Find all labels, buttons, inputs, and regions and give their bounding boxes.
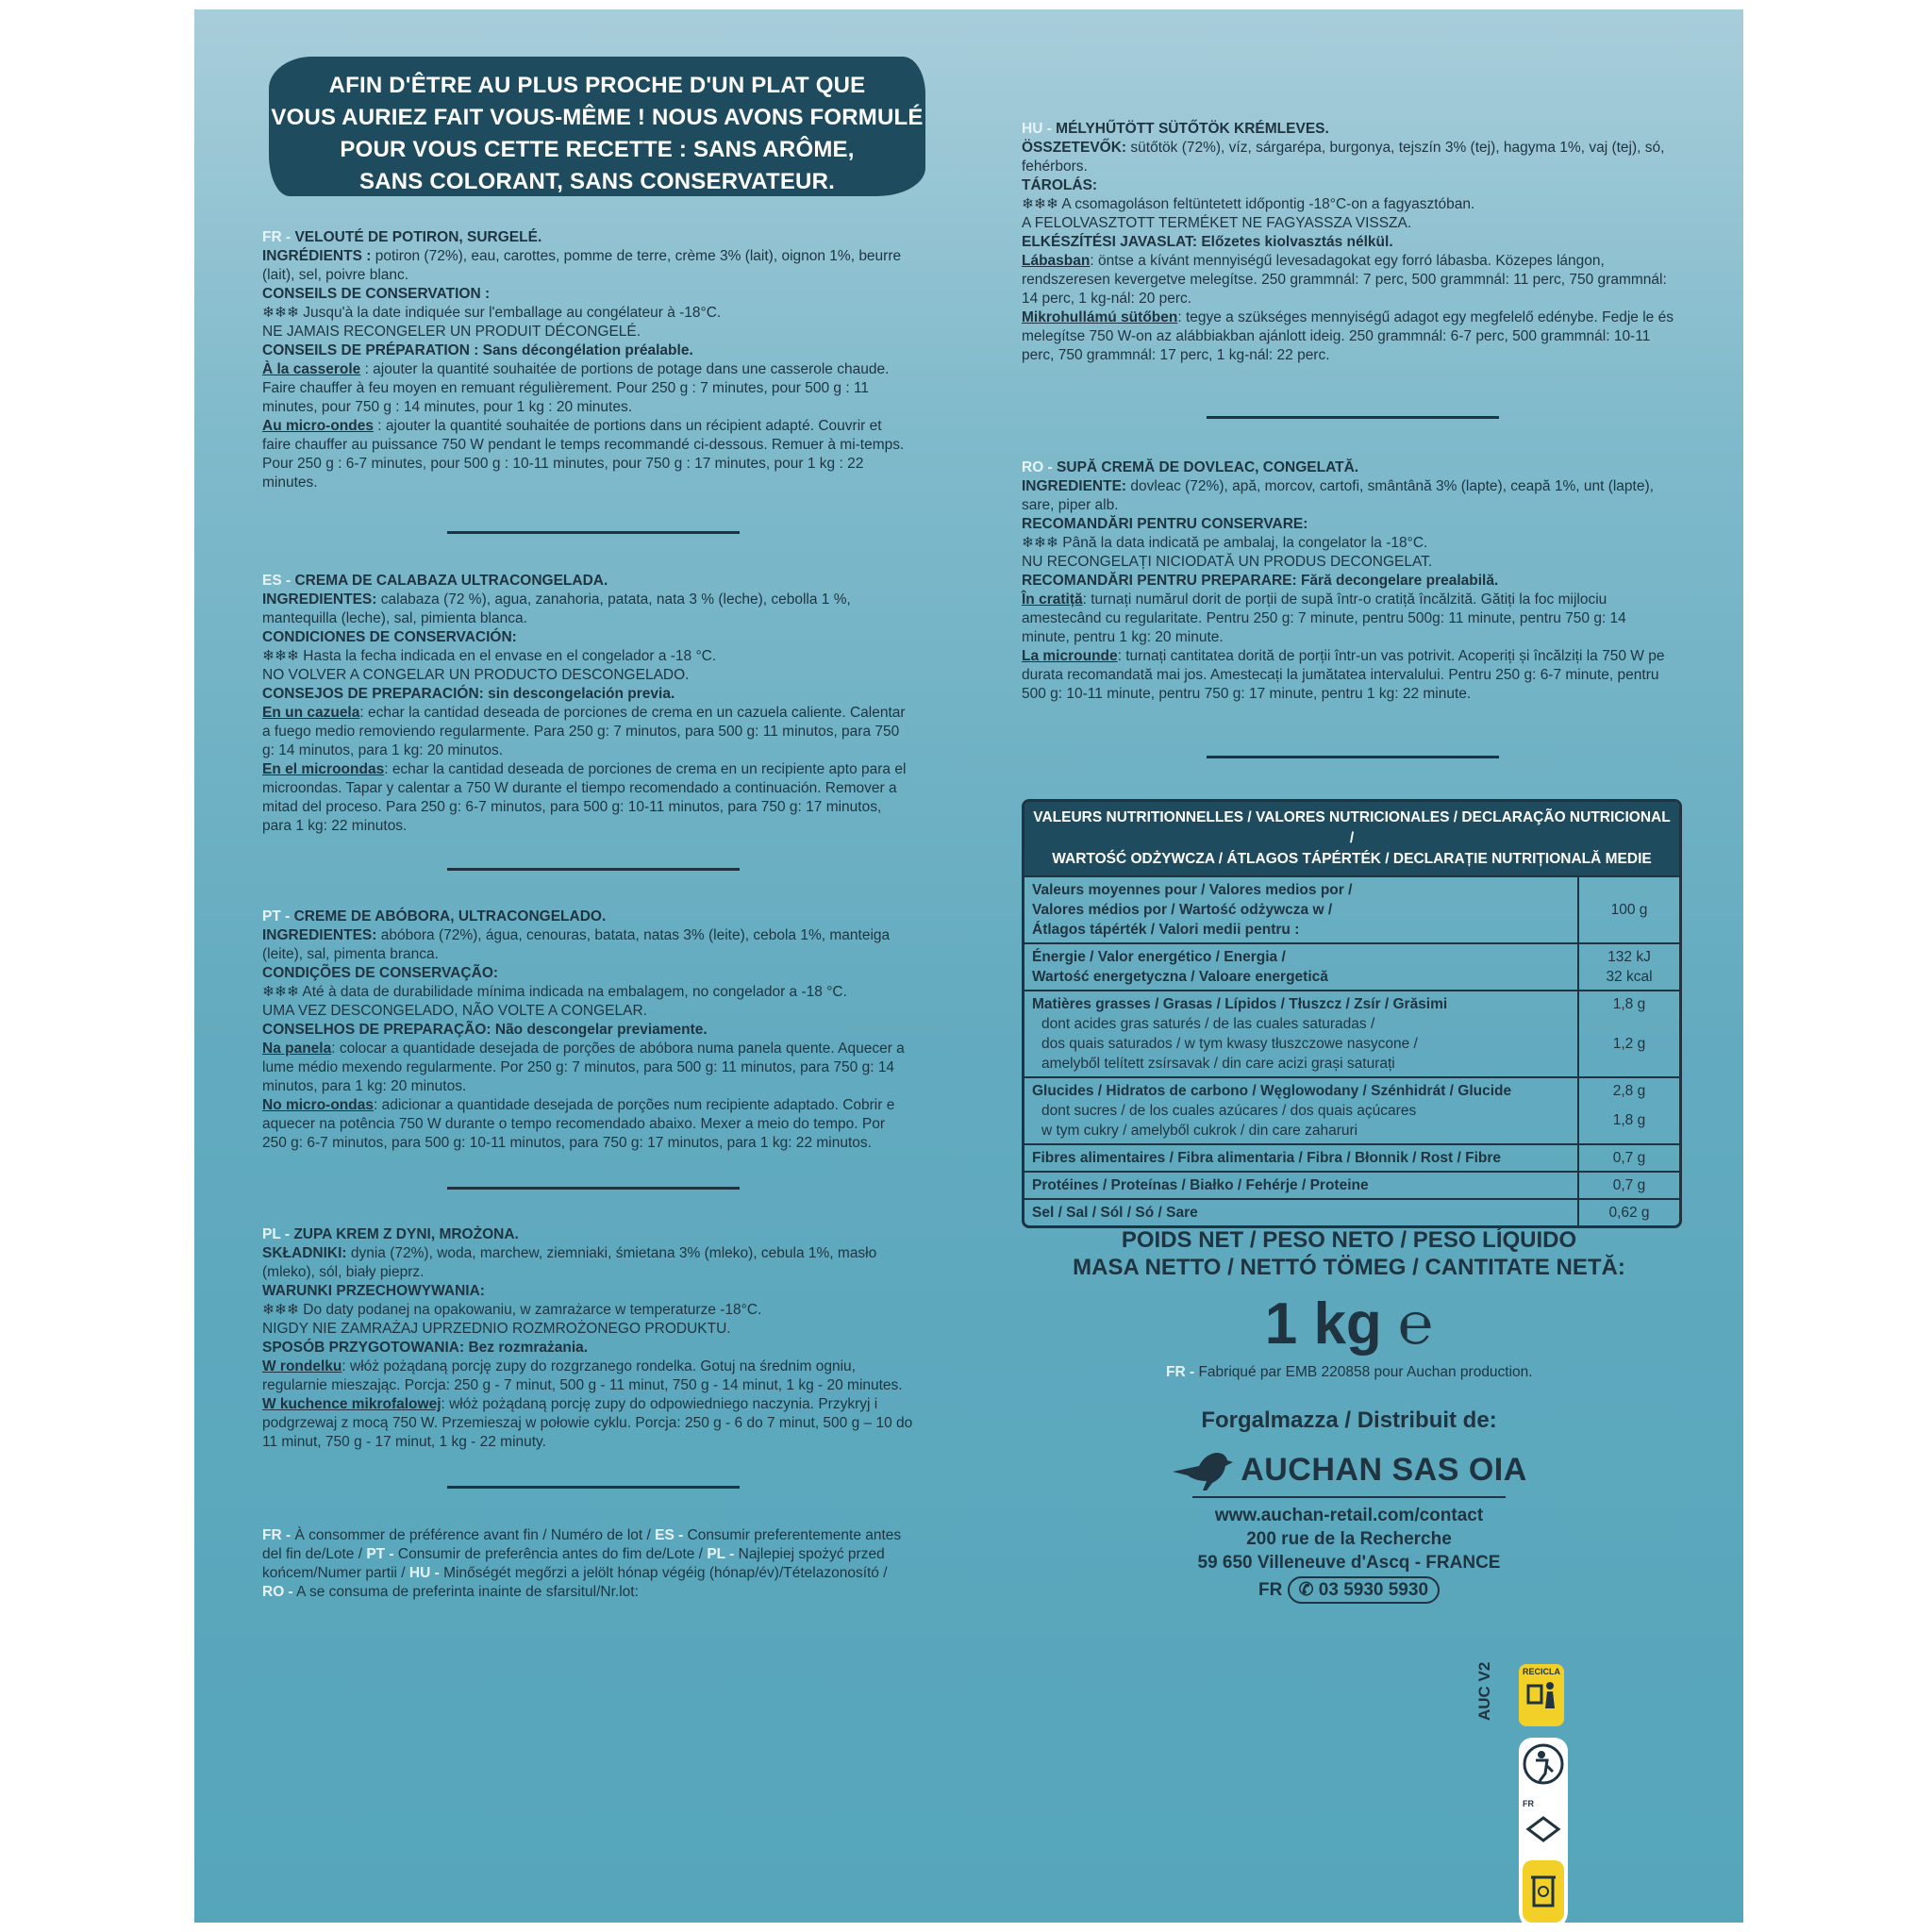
claim-line: AFIN D'ÊTRE AU PLUS PROCHE D'UN PLAT QUE xyxy=(328,73,866,98)
phone-badge xyxy=(1288,1576,1440,1604)
ingredients-text: calabaza (72 %), agua, zanahoria, patata, nata 3 % (leche), cebolla 1 %, mantequilla (leche), sal, pimienta blanca. xyxy=(262,591,851,626)
nutrition-header xyxy=(1024,802,1679,875)
storage-text: ❄❄❄ Hasta la fecha indicada en el envase en el congelador a -18 °C. xyxy=(262,648,717,664)
lang-code: PT - xyxy=(366,1546,394,1562)
distributor-street: 200 rue de la Recherche xyxy=(1246,1529,1452,1549)
label-line: Valeurs moyennes pour / Valores medios por / xyxy=(1032,882,1353,898)
ingredients-text: potiron (72%), eau, carottes, pomme de terre, crème 3% (lait), oignon 1%, beurre (lait), sel, poivre blanc. xyxy=(262,248,902,283)
preparation-label: SPOSÓB PRZYGOTOWANIA: Bez rozmrażania. xyxy=(262,1340,589,1356)
triman-icon xyxy=(1519,1738,1568,1794)
method-text: : turnați numărul dorit de porții de supă într-o cratiță încălzită. Gătiți la foc mijlociu amestecând cu regularitate. Pentru 250 g: 7 minute, pentru 500g: 11 minute, pentru 750 g: 14 minute, pentru 1 kg: 20 minute. xyxy=(1022,591,1626,645)
nutrition-value xyxy=(1579,1173,1679,1198)
claim-line: POUR VOUS CETTE RECETTE : SANS ARÔME, xyxy=(340,137,855,162)
nutrition-row xyxy=(1024,1198,1679,1225)
method-label: No micro-ondas xyxy=(262,1097,374,1113)
net-weight-value xyxy=(1022,1291,1676,1357)
storage-text: ❄❄❄ Do daty podanej na opakowaniu, w zamrażarce w temperaturze -18°C. xyxy=(262,1302,762,1318)
label-line: dos quais saturados / w tym kwasy tłuszczowe nasycone / xyxy=(1041,1036,1418,1052)
ingredients-label: INGRÉDIENTS : xyxy=(262,248,372,264)
preparation-label: CONSELHOS DE PREPARAÇÃO: Não descongelar previamente. xyxy=(262,1022,708,1038)
nutrition-row xyxy=(1024,942,1679,990)
nutrition-value xyxy=(1579,944,1679,990)
nutrition-header-line: VALEURS NUTRITIONNELLES / VALORES NUTRICIONALES / DECLARAÇÃO NUTRICIONAL / xyxy=(1033,809,1671,846)
label-line: Sel / Sal / Sól / Só / Sare xyxy=(1032,1205,1198,1221)
label-line: amelyből telített zsírsavak / din care acizi grași saturați xyxy=(1041,1056,1395,1072)
estimated-sign-icon: ℮ xyxy=(1398,1291,1434,1357)
distributor-city: 59 650 Villeneuve d'Ascq - FRANCE xyxy=(1197,1553,1501,1573)
label-line: dont acides gras saturés / de las cuales saturadas / xyxy=(1041,1016,1375,1032)
method-label: En un cazuela xyxy=(262,705,360,721)
ingredients-text: dynia (72%), woda, marchew, ziemniaki, śmietana 3% (mleko), cebula 1%, masło (mleko), sól, biały pieprz. xyxy=(262,1245,877,1280)
section-title: ZUPA KREM Z DYNI, MROŻONA. xyxy=(293,1226,519,1242)
label-line: Protéines / Proteínas / Białko / Fehérje / Proteine xyxy=(1032,1177,1369,1193)
net-weight-label xyxy=(1022,1226,1676,1281)
storage-warning: NE JAMAIS RECONGELER UN PRODUIT DÉCONGELÉ. xyxy=(262,324,641,340)
storage-warning: UMA VEZ DESCONGELADO, NÃO VOLTE A CONGELAR. xyxy=(262,1003,647,1019)
method-text: : echar la cantidad deseada de porciones de crema en un cazuela caliente. Calentar a fuego medio removiendo regularmente. Para 250 g: 7 minutos, para 500 g: 11 minutos, para 750 g: 14 minutos, para 1 kg: 20 minutos. xyxy=(262,705,906,758)
section-fr xyxy=(262,228,913,492)
label-line: dont sucres / de los cuales azúcares / dos quais açúcares xyxy=(1041,1103,1417,1119)
ingredients-text: dovleac (72%), apă, morcov, cartofi, smântână 3% (lapte), ceapă 1%, unt (lapte), sare, piper alb. xyxy=(1022,478,1654,513)
storage-warning: NO VOLVER A CONGELAR UN PRODUCTO DESCONGELADO. xyxy=(262,667,690,683)
label-line: Valores médios por / Wartość odżywcza w / xyxy=(1032,902,1333,918)
lang-code: FR - xyxy=(262,1527,291,1543)
method-text: : öntse a kívánt mennyiségű levesadagokat egy forró lábasba. Közepes lángon, rendszeresen kevergetve melegítse. 250 grammnál: 7 perc, 500 grammnál: 11 perc, 750 grammnál: 14 perc, 1 kg-nál: 20 perc. xyxy=(1022,253,1667,307)
preparation-label: CONSEILS DE PRÉPARATION : Sans décongélation préalable. xyxy=(262,342,693,358)
storage-text: ❄❄❄ Jusqu'à la date indiquée sur l'emballage au congélateur à -18°C. xyxy=(262,305,722,321)
lang-code: RO - xyxy=(1022,459,1053,475)
lang-code: ES - xyxy=(262,573,291,589)
distributor-title: Forgalmazza / Distribuit de: xyxy=(1201,1407,1497,1433)
section-title: SUPĂ CREMĂ DE DOVLEAC, CONGELATĂ. xyxy=(1057,459,1359,475)
storage-text: ❄❄❄ Até à data de durabilidade mínima indicada na embalagem, no congelador a -18 °C. xyxy=(262,984,847,1000)
value-line: 2,8 g xyxy=(1612,1083,1646,1099)
ingredients-label: INGREDIENTES: xyxy=(262,927,377,943)
lang-code: PL - xyxy=(707,1546,735,1562)
preparation-label: ELKÉSZÍTÉSI JAVASLAT: Előzetes kiolvasztás nélkül. xyxy=(1022,234,1393,250)
divider xyxy=(447,1187,740,1190)
nutrition-label xyxy=(1024,877,1579,942)
value-line: 100 g xyxy=(1610,902,1648,918)
nutrition-value xyxy=(1579,1200,1679,1225)
storage-text: ❄❄❄ A csomagoláson feltüntetett időpontig -18°C-on a fagyasztóban. xyxy=(1022,196,1475,212)
section-pl xyxy=(262,1225,913,1452)
method-label: În cratiță xyxy=(1022,591,1083,608)
label-line: w tym cukry / amelyből cukrok / din care zaharuri xyxy=(1041,1123,1358,1139)
section-title: VELOUTÉ DE POTIRON, SURGELÉ. xyxy=(294,229,542,245)
value-line: 0,62 g xyxy=(1608,1205,1650,1221)
lang-code: FR - xyxy=(262,229,291,245)
phone-country: FR xyxy=(1257,1580,1283,1600)
method-text: : ajouter la quantité souhaitée de portions dans un récipient adapté. Couvrir et faire chauffer au puissance 750 W pendant le temps recommandé ci-dessous. Remuer à mi-temps. Pour 250 g : 6-7 minutes, pour 500 g : 10-11 minutes, pour 750 g : 17 minutes, pour 1 kg : 22 minutes. xyxy=(262,418,905,491)
lang-code: PT - xyxy=(262,908,291,924)
lang-code: ES - xyxy=(655,1527,684,1543)
method-label: Na panela xyxy=(262,1041,332,1057)
nutrition-label xyxy=(1024,944,1579,990)
claim-line: VOUS AURIEZ FAIT VOUS-MÊME ! NOUS AVONS FORMULÉ xyxy=(271,105,924,130)
method-text: : włóż pożądaną porcję zupy do rozgrzanego rondelka. Gotuj na średnim ogniu, regularnie mieszając. Porcja: 250 g - 7 minut, 500 g - 11 minut, 750 g - 14 minut, 1 kg - 20 minutes. xyxy=(262,1358,903,1393)
best-before-info xyxy=(262,1526,913,1602)
manufacturer-info xyxy=(1166,1364,1533,1381)
ingredients-label: INGREDIENTES: xyxy=(262,591,377,608)
distributor-name: AUCHAN SAS OIA xyxy=(1241,1451,1527,1488)
phone-icon: ✆ xyxy=(1298,1580,1314,1600)
label-line: Matières grasses / Grasas / Lípidos / Tłuszcz / Zsír / Grăsimi xyxy=(1032,996,1448,1012)
method-text: : adicionar a quantidade desejada de porções num recipiente adaptado. Cobrir e aquecer na potência 750 W durante o tempo recomendado abaixo. Mexer a meio do tempo. Por 250 g: 6-7 minutos, para 500 g: 10-11 minutos, para 750 g: 17 minutos, para 1 kg: 22 minutos. xyxy=(262,1097,895,1151)
best-before-text: Consumir de preferência antes do fim de/Lote / xyxy=(393,1546,708,1562)
preparation-label: CONSEJOS DE PREPARACIÓN: sin descongelación previa. xyxy=(262,686,675,702)
storage-warning: NU RECONGELAȚI NICIODATĂ UN PRODUS DECONGELAT. xyxy=(1022,554,1433,570)
storage-label: WARUNKI PRZECHOWYWANIA: xyxy=(262,1283,485,1299)
fr-label: FR xyxy=(1523,1799,1534,1808)
method-label: W rondelku xyxy=(262,1358,342,1374)
lang-code: HU - xyxy=(1022,121,1052,137)
storage-label: CONDICIONES DE CONSERVACIÓN: xyxy=(262,629,517,645)
claim-line: SANS COLORANT, SANS CONSERVATEUR. xyxy=(359,169,835,194)
value-line: 0,7 g xyxy=(1612,1177,1646,1193)
nutrition-row xyxy=(1024,990,1679,1076)
method-label: Lábasban xyxy=(1022,253,1091,269)
divider xyxy=(447,1486,740,1489)
value-line: 132 kJ xyxy=(1607,949,1651,965)
lang-code: FR - xyxy=(1166,1364,1195,1380)
net-weight-line: POIDS NET / PESO NETO / PESO LÍQUIDO xyxy=(1121,1227,1577,1253)
recicla-logo xyxy=(1519,1664,1564,1726)
nutrition-label xyxy=(1024,991,1579,1076)
version-code: AUC V2 xyxy=(1475,1661,1493,1721)
nutrition-value xyxy=(1579,1078,1679,1143)
nutrition-row xyxy=(1024,1143,1679,1171)
section-ro xyxy=(1022,458,1676,704)
lang-code: PL - xyxy=(262,1226,290,1242)
nutrition-label xyxy=(1024,1078,1579,1143)
ingredients-label: SKŁADNIKI: xyxy=(262,1245,347,1261)
storage-label: RECOMANDĂRI PENTRU CONSERVARE: xyxy=(1022,516,1308,532)
nutrition-value xyxy=(1579,991,1679,1076)
triman-logo xyxy=(1519,1738,1568,1932)
ingredients-text: sütőtök (72%), víz, sárgarépa, burgonya, tejszín 3% (tej), hagyma 1%, vaj (tej), só, fehérbors. xyxy=(1022,140,1665,175)
claim-banner xyxy=(269,57,925,196)
method-text: : turnați cantitatea dorită de porții într-un vas potrivit. Acoperiți și încălziți la 750 W pe durata recomandată mai jos. Amestecați la jumătatea intervalului. Pentru 250 g: 6-7 minute, pentru 500 g: 10-11 minute, pentru 750 g: 17 minute, pentru 1 kg: 22 minute. xyxy=(1022,648,1665,702)
lang-code: RO - xyxy=(262,1584,293,1600)
nutrition-value xyxy=(1579,877,1679,942)
divider xyxy=(447,868,740,871)
packaging-panel xyxy=(194,9,1743,1923)
ingredients-label: ÖSSZETEVŐK: xyxy=(1022,140,1127,156)
divider xyxy=(1207,416,1499,419)
storage-label: CONDIÇÕES DE CONSERVAÇÃO: xyxy=(262,965,499,981)
nutrition-table xyxy=(1022,799,1682,1228)
nutrition-label xyxy=(1024,1200,1579,1225)
nutrition-label xyxy=(1024,1173,1579,1198)
storage-warning: A FELOLVASZTOTT TERMÉKET NE FAGYASSZA VISSZA. xyxy=(1022,215,1412,231)
ingredients-label: INGREDIENTE: xyxy=(1022,478,1127,494)
nutrition-label xyxy=(1024,1145,1579,1171)
ingredients-text: abóbora (72%), água, cenouras, batata, natas 3% (leite), cebola 1%, manteiga (leite), sal, pimenta branca. xyxy=(262,927,891,962)
preparation-label: RECOMANDĂRI PENTRU PREPARARE: Fără decongelare prealabilă. xyxy=(1022,573,1499,589)
yellow-bin-icon xyxy=(1523,1860,1564,1923)
label-line: Énergie / Valor energético / Energia / xyxy=(1032,949,1286,965)
method-label: En el microondas xyxy=(262,761,385,777)
nutrition-header-line: WARTOŚĆ ODŻYWCZA / ÁTLAGOS TÁPÉRTÉK / DECLARAȚIE NUTRIȚIONALĂ MEDIE xyxy=(1052,851,1652,867)
nutrition-row xyxy=(1024,1171,1679,1198)
value-line: 1,2 g xyxy=(1612,1036,1646,1052)
nutrition-row xyxy=(1024,875,1679,942)
method-text: : echar la cantidad deseada de porciones de crema en un recipiente apto para el microondas. Tapar y calentar a 750 W durante el tiempo recomendado a continuación. Remover a mitad del proceso. Para 250 g: 6-7 minutos, para 500 g: 10-11 minutos, para 750 g: 17 minutos, para 1 kg: 22 minutos. xyxy=(262,761,907,834)
net-weight-line: MASA NETTO / NETTÓ TÖMEG / CANTITATE NETĂ: xyxy=(1073,1255,1625,1280)
divider xyxy=(447,531,740,534)
section-title: CREMA DE CALABAZA ULTRACONGELADA. xyxy=(294,573,608,589)
bird-logo-icon xyxy=(1171,1449,1233,1491)
section-es xyxy=(262,572,913,836)
distributor-website[interactable]: www.auchan-retail.com/contact xyxy=(1214,1506,1484,1525)
section-pt xyxy=(262,908,913,1153)
method-label: Au micro-ondes xyxy=(262,418,374,434)
weight-amount: 1 kg xyxy=(1264,1291,1382,1357)
label-line: Átlagos tápérték / Valori medii pentru : xyxy=(1032,922,1300,938)
logo-underline xyxy=(1192,1496,1506,1498)
value-line: 1,8 g xyxy=(1612,996,1646,1012)
recicla-label: RECICLA xyxy=(1523,1667,1560,1676)
best-before-text: Najlepiej spożyć przed końcem/Numer partii / xyxy=(262,1546,885,1581)
method-label: W kuchence mikrofalowej xyxy=(262,1396,441,1412)
storage-text: ❄❄❄ Până la data indicată pe ambalaj, la congelator la -18°C. xyxy=(1022,535,1428,551)
best-before-text: A se consuma de preferinta inainte de sfarsitul/Nr.lot: xyxy=(292,1584,639,1600)
nutrition-row xyxy=(1024,1076,1679,1143)
label-line: Wartość energetyczna / Valoare energetică xyxy=(1032,969,1328,985)
method-text: : tegye a szükséges mennyiségű adagot egy megfelelő edénybe. Fedje le és melegítse 750 W-on az alábbiakban ajánlott ideig. 250 grammnál: 6-7 perc, 500 grammnál: 10-11 perc, 750 grammnál: 17 perc, 1 kg-nál: 22 perc. xyxy=(1022,309,1674,363)
storage-warning: NIGDY NIE ZAMRAŻAJ UPRZEDNIO ROZMROŻONEGO PRODUKTU. xyxy=(262,1321,731,1337)
phone-line xyxy=(1022,1576,1676,1604)
best-before-text: Consumir preferentemente antes del fin de/Lote / xyxy=(262,1527,902,1562)
divider xyxy=(1207,756,1499,758)
method-text: : włóż pożądaną porcję zupy do odpowiedniego naczynia. Przykryj i podgrzewaj z mocą 750 W. Przemieszaj w połowie cyklu. Porcja: 250 g - 6 do 7 minut, 500 g – 10 do 11 minut, 750 g - 17 minut, 1 kg - 22 minuty. xyxy=(262,1396,913,1450)
label-line: Glucides / Hidratos de carbono / Węglowodany / Szénhidrát / Glucide xyxy=(1032,1083,1512,1099)
method-label: Mikrohullámú sütőben xyxy=(1022,309,1178,325)
value-line: 1,8 g xyxy=(1612,1112,1646,1128)
section-title: MÉLYHŰTÖTT SÜTŐTÖK KRÉMLEVES. xyxy=(1056,121,1329,137)
distributor-block xyxy=(1022,1407,1676,1604)
auchan-logo xyxy=(1022,1449,1676,1491)
yellow-bin-badge xyxy=(1523,1860,1564,1923)
section-hu xyxy=(1022,120,1676,365)
label-line: Fibres alimentaires / Fibra alimentaria / Fibra / Błonnik / Rost / Fibre xyxy=(1032,1150,1501,1166)
method-label: La microunde xyxy=(1022,648,1118,664)
recycle-bin-icon xyxy=(1519,1676,1564,1718)
storage-label: CONSEILS DE CONSERVATION : xyxy=(262,286,491,302)
method-text: : ajouter la quantité souhaitée de portions de potage dans une casserole chaude. Faire chauffer à feu moyen en remuant régulièrement. Pour 250 g : 7 minutes, pour 500 g : 11 minutes, pour 750 g : 14 minutes, pour 1 kg : 20 minutes. xyxy=(262,361,890,415)
carton-icon xyxy=(1519,1808,1568,1850)
value-line: 0,7 g xyxy=(1612,1150,1646,1166)
nutrition-value xyxy=(1579,1145,1679,1171)
phone-number: 03 5930 5930 xyxy=(1318,1580,1429,1600)
section-title: CREME DE ABÓBORA, ULTRACONGELADO. xyxy=(293,908,607,924)
best-before-text: Minőségét megőrzi a jelölt hónap végéig (hónap/év)/Tételazonosító / xyxy=(439,1565,888,1581)
value-line: 32 kcal xyxy=(1606,969,1653,985)
method-label: À la casserole xyxy=(262,361,361,377)
method-text: : colocar a quantidade desejada de porções de abóbora numa panela quente. Aquecer a lume médio mexendo regularmente. Por 250 g: 7 minutos, para 500 g: 11 minutos, para 750 g: 14 minutos, para 1 kg: 20 minutos. xyxy=(262,1041,905,1094)
lang-code: HU - xyxy=(408,1565,440,1581)
best-before-text: À consommer de préférence avant fin / Numéro de lot / xyxy=(291,1527,656,1543)
manufacturer-text: Fabriqué par EMB 220858 pour Auchan production. xyxy=(1194,1364,1533,1380)
storage-label: TÁROLÁS: xyxy=(1022,177,1098,193)
